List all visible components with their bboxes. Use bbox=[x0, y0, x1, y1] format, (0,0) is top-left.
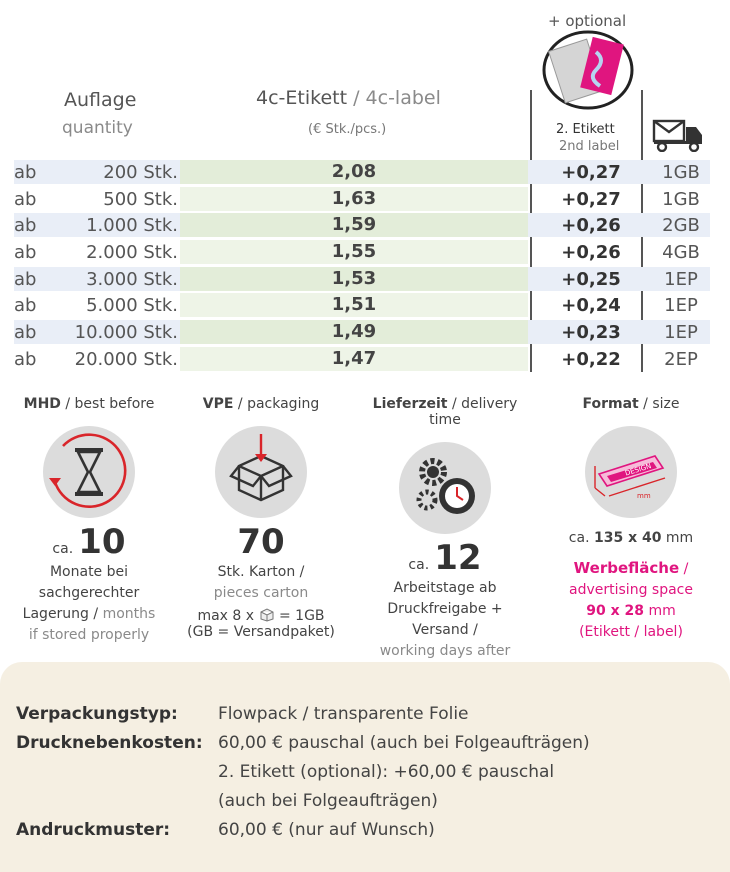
info-packaging bbox=[176, 396, 346, 640]
row-shipping: 1EP bbox=[664, 294, 698, 316]
info-title-de: VPE bbox=[202, 396, 234, 412]
packaging-line2: pieces carton bbox=[213, 585, 309, 601]
info-title-en: size bbox=[652, 396, 680, 412]
row-quantity: 2.000 Stk. bbox=[86, 241, 178, 263]
row-price: 1,55 bbox=[180, 240, 528, 264]
row-prefix: ab bbox=[14, 321, 37, 343]
proof-row bbox=[16, 820, 435, 840]
packaging-text bbox=[176, 562, 346, 640]
row-price: 1,59 bbox=[180, 213, 528, 237]
print-costs-value3: (auch bei Folgeaufträgen) bbox=[218, 791, 438, 811]
row-price: 1,51 bbox=[180, 293, 528, 317]
row-second-label: +0,25 bbox=[561, 268, 621, 290]
approx-label: ca. bbox=[52, 541, 74, 557]
format-size bbox=[546, 530, 716, 546]
packaging-gb-label: = 1GB bbox=[278, 608, 325, 624]
row-price: 2,08 bbox=[180, 160, 528, 184]
info-title-en: delivery time bbox=[429, 396, 518, 428]
row-price: 1,49 bbox=[180, 320, 528, 344]
info-title: Lieferzeit / delivery time bbox=[372, 396, 518, 428]
advertising-space bbox=[546, 558, 716, 643]
row-quantity: 5.000 Stk. bbox=[86, 294, 178, 316]
hourglass-icon bbox=[43, 426, 135, 518]
label-heading-de: 4c-Etikett bbox=[256, 87, 348, 109]
packaging-line3 bbox=[176, 608, 346, 624]
quantity-heading-en: quantity bbox=[62, 118, 133, 138]
row-second-label: +0,27 bbox=[561, 161, 621, 183]
label-heading bbox=[256, 87, 441, 109]
print-costs-key: Drucknebenkosten: bbox=[16, 733, 203, 753]
row-price: 1,53 bbox=[180, 267, 528, 291]
info-format bbox=[546, 396, 716, 643]
row-prefix: ab bbox=[14, 161, 37, 183]
row-shipping: 1EP bbox=[664, 321, 698, 343]
row-price: 1,47 bbox=[180, 347, 528, 371]
row-quantity: 500 Stk. bbox=[103, 188, 178, 210]
row-second-label: +0,23 bbox=[561, 321, 621, 343]
box-icon bbox=[215, 426, 307, 518]
advertising-size-unit: mm bbox=[648, 603, 676, 619]
unit-note: (€ Stk./pcs.) bbox=[308, 122, 387, 137]
row-shipping: 4GB bbox=[662, 241, 700, 263]
packaging-max-label: max 8 x bbox=[197, 608, 255, 624]
table-row bbox=[14, 240, 710, 264]
info-title-en: best before bbox=[74, 396, 155, 412]
row-price: 1,63 bbox=[180, 187, 528, 211]
approx-label: ca. bbox=[568, 530, 590, 546]
row-second-label: +0,27 bbox=[561, 188, 621, 210]
table-row bbox=[14, 267, 710, 291]
packaging-value: 70 bbox=[237, 522, 285, 562]
proof-key: Andruckmuster: bbox=[16, 820, 171, 840]
advertising-en: advertising space bbox=[569, 582, 693, 598]
row-shipping: 1GB bbox=[662, 161, 700, 183]
info-title: VPE / packaging bbox=[202, 396, 320, 412]
gears-icon bbox=[399, 442, 491, 534]
table-row bbox=[14, 213, 710, 237]
print-costs-value1: 60,00 € pauschal (auch bei Folgeaufträgen) bbox=[218, 733, 590, 753]
best-before-line3: Lagerung / months bbox=[22, 606, 156, 622]
second-label-heading-de: 2. Etikett bbox=[556, 122, 615, 137]
delivery-value: 12 bbox=[434, 538, 482, 578]
packaging-line1: Stk. Karton / bbox=[217, 564, 305, 580]
row-second-label: +0,22 bbox=[561, 348, 621, 370]
best-before-text bbox=[4, 562, 174, 646]
optional-label: + optional bbox=[548, 12, 627, 30]
mm-text: mm bbox=[637, 492, 651, 500]
print-costs-row3 bbox=[16, 791, 438, 811]
format-size-value: 135 x 40 bbox=[593, 530, 662, 546]
row-prefix: ab bbox=[14, 214, 37, 236]
advertising-note: (Etikett / label) bbox=[579, 624, 683, 640]
info-title: MHD / best before bbox=[23, 396, 155, 412]
format-size-unit: mm bbox=[665, 530, 694, 546]
best-before-line4: if stored properly bbox=[28, 627, 150, 643]
table-row bbox=[14, 187, 710, 211]
row-quantity: 20.000 Stk. bbox=[74, 348, 178, 370]
info-title: Format / size bbox=[582, 396, 680, 412]
best-before-line3-en: months bbox=[102, 606, 156, 622]
advertising-de: Werbefläche bbox=[573, 559, 680, 577]
row-quantity: 200 Stk. bbox=[103, 161, 178, 183]
table-row bbox=[14, 320, 710, 344]
packaging-line1-de: Stk. Karton bbox=[217, 564, 296, 580]
second-label-heading-en: 2nd label bbox=[559, 139, 620, 154]
proof-value: 60,00 € (nur auf Wunsch) bbox=[218, 820, 435, 840]
quantity-heading-de: Auflage bbox=[64, 89, 137, 111]
delivery-line3: working days after bbox=[379, 643, 511, 659]
row-shipping: 1EP bbox=[664, 268, 698, 290]
row-prefix: ab bbox=[14, 294, 37, 316]
advertising-size bbox=[546, 601, 716, 622]
best-before-line2: sachgerechter bbox=[38, 585, 140, 601]
row-prefix: ab bbox=[14, 268, 37, 290]
packaging-type-value: Flowpack / transparente Folie bbox=[218, 704, 469, 724]
details-panel bbox=[0, 662, 730, 872]
table-row bbox=[14, 293, 710, 317]
row-second-label: +0,24 bbox=[561, 294, 621, 316]
info-title-de: Format bbox=[582, 396, 639, 412]
info-title-en: packaging bbox=[247, 396, 320, 412]
print-costs-row2 bbox=[16, 762, 554, 782]
row-quantity: 10.000 Stk. bbox=[74, 321, 178, 343]
print-costs-value2: 2. Etikett (optional): +60,00 € pauschal bbox=[218, 762, 555, 782]
label-heading-sep: / bbox=[347, 87, 366, 109]
info-title-de: Lieferzeit bbox=[372, 396, 448, 412]
info-best-before bbox=[4, 396, 174, 646]
table-row bbox=[14, 347, 710, 371]
row-prefix: ab bbox=[14, 348, 37, 370]
packaging-type-key: Verpackungstyp: bbox=[16, 704, 178, 724]
row-prefix: ab bbox=[14, 241, 37, 263]
row-prefix: ab bbox=[14, 188, 37, 210]
best-before-value: 10 bbox=[78, 522, 126, 562]
packaging-line4: (GB = Versandpaket) bbox=[187, 624, 335, 640]
info-delivery-time bbox=[360, 396, 530, 704]
row-quantity: 1.000 Stk. bbox=[86, 214, 178, 236]
delivery-line1: Arbeitstage ab bbox=[393, 580, 497, 596]
packaging-type-row bbox=[16, 704, 469, 724]
label-heading-en: 4c-label bbox=[365, 87, 441, 109]
row-shipping: 2GB bbox=[662, 214, 700, 236]
shipping-truck-icon bbox=[652, 118, 704, 152]
advertising-size-value: 90 x 28 bbox=[586, 603, 644, 619]
approx-label: ca. bbox=[408, 557, 430, 573]
row-shipping: 2EP bbox=[664, 348, 698, 370]
design-text: DESIGN bbox=[624, 462, 653, 478]
best-before-line1: Monate bei bbox=[49, 564, 129, 580]
small-box-icon bbox=[259, 608, 275, 622]
row-shipping: 1GB bbox=[662, 188, 700, 210]
advertising-line1: Werbefläche / bbox=[573, 559, 689, 577]
label-format-icon bbox=[585, 426, 677, 518]
best-before-line3-de: Lagerung bbox=[22, 606, 89, 622]
print-costs-row bbox=[16, 733, 590, 753]
row-second-label: +0,26 bbox=[561, 214, 621, 236]
row-second-label: +0,26 bbox=[561, 241, 621, 263]
optional-label-icon bbox=[540, 30, 636, 110]
info-title-de: MHD bbox=[23, 396, 61, 412]
delivery-line2: Druckfreigabe + Versand / bbox=[387, 601, 503, 638]
table-row bbox=[14, 160, 710, 184]
row-quantity: 3.000 Stk. bbox=[86, 268, 178, 290]
